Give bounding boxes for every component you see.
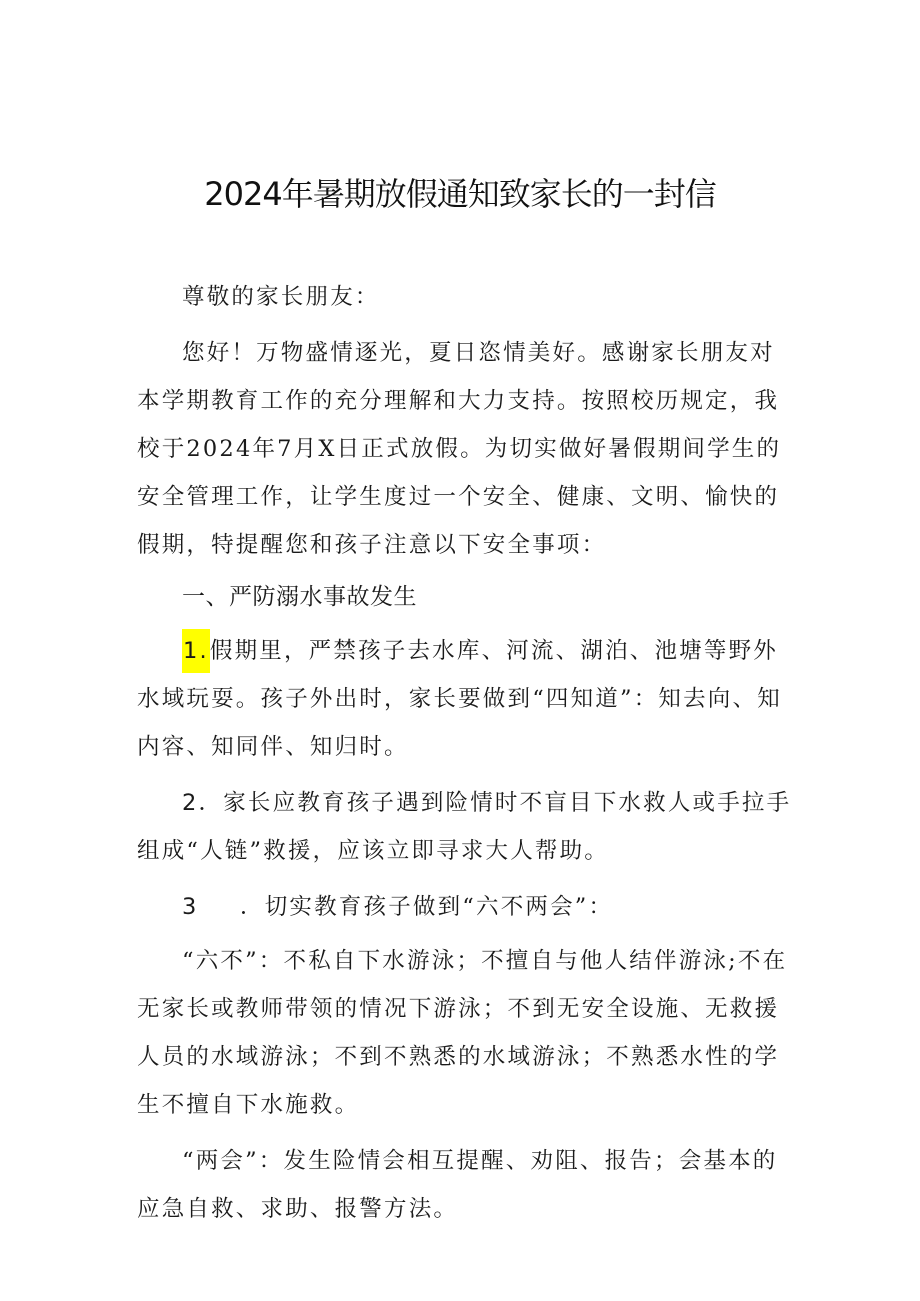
section-heading-1: 一、严防溺水事故发生: [182, 584, 417, 610]
document-body: [137, 273, 792, 1233]
item-3-number: 3: [182, 894, 199, 920]
item-3-paragraph: [137, 883, 792, 931]
item-2-paragraph: [137, 779, 792, 875]
document-title: 2024年暑期放假通知致家长的一封信: [204, 175, 716, 213]
intro-paragraph: 您好！万物盛情逐光，夏日恣情美好。感谢家长朋友对本学期教育工作的充分理解和大力支持。按照校历规定，我校于2024年7月X日正式放假。为切实做好暑假期间学生的安全管理工作，让学生度过一个安全、健康、文明、愉快的假期，特提醒您和孩子注意以下安全事项：: [137, 340, 782, 558]
item-2-text: ．家长应教育孩子遇到险情时不盲目下水救人或手拉手组成“人链”救援，应该立即寻求大人帮助。: [137, 790, 792, 864]
item-2-number: 2: [182, 790, 199, 816]
item-1-text: 假期里，严禁孩子去水库、河流、湖泊、池塘等野外水域玩耍。孩子外出时，家长要做到“四知道”：知去向、知内容、知同伴、知归时。: [137, 638, 782, 760]
salutation: 尊敬的家长朋友：: [182, 284, 380, 310]
item-1-paragraph: [137, 627, 792, 771]
liang-hui-paragraph: “两会”：发生险情会相互提醒、劝阻、报告；会基本的应急自救、求助、报警方法。: [137, 1148, 778, 1222]
item-3-text: ．切实教育孩子做到“六不两会”：: [240, 894, 614, 920]
liu-bu-paragraph: “六不”：不私自下水游泳；不擅自与他人结伴游泳;不在无家长或教师带领的情况下游泳；不到无安全设施、无救援人员的水域游泳；不到不熟悉的水域游泳；不熟悉水性的学生不擅自下水施救。: [137, 948, 788, 1118]
highlighted-item-number: 1.: [182, 629, 210, 673]
